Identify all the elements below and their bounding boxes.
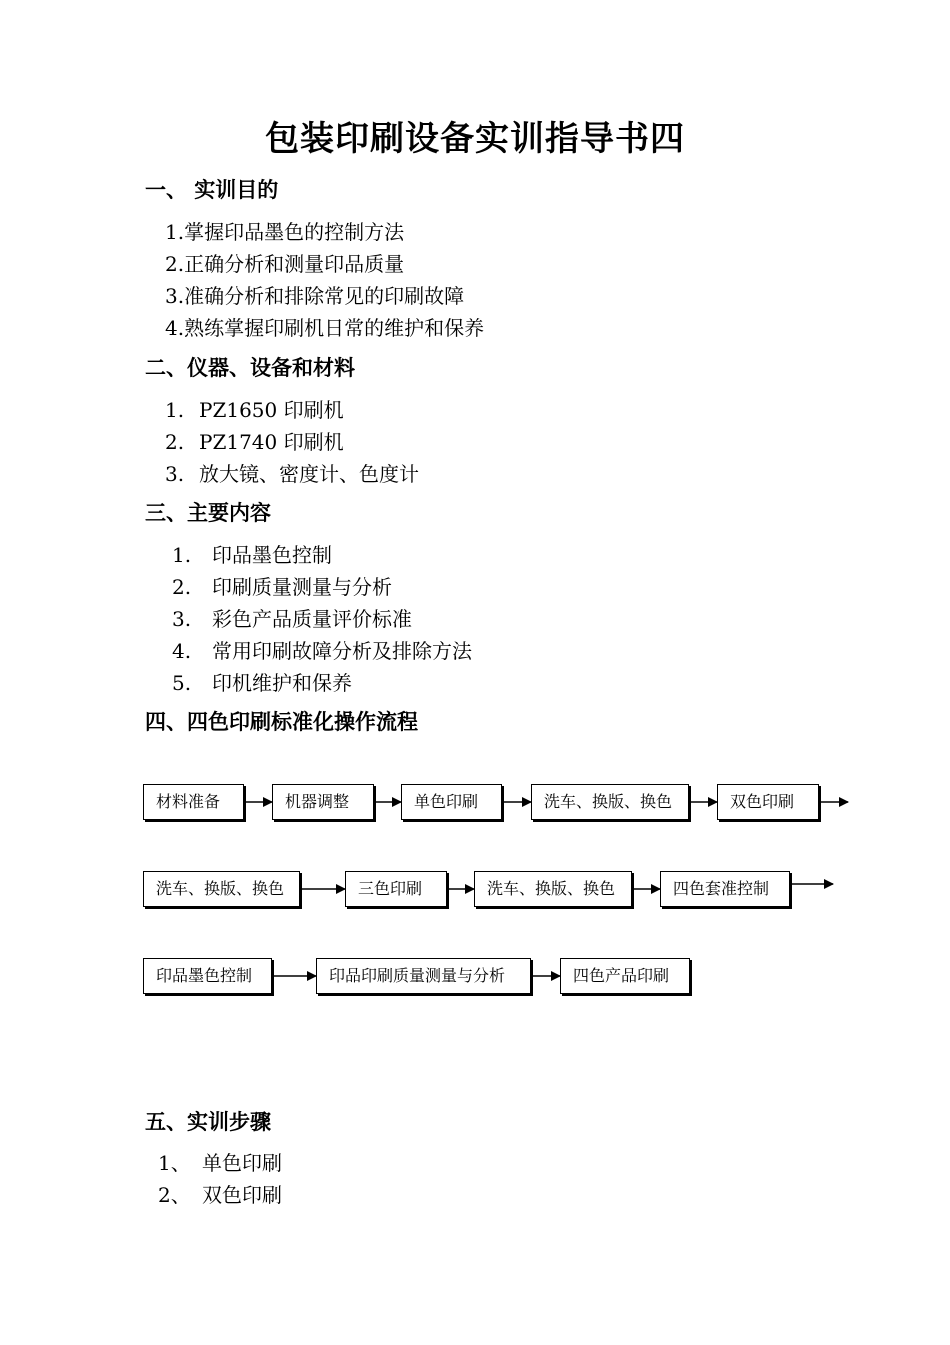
list-item: 2、 双色印刷 — [158, 1183, 282, 1207]
flow-step-registration: 四色套准控制 — [660, 871, 790, 907]
section-1-heading: 一、 实训目的 — [145, 178, 279, 202]
list-item: 5. 印机维护和保养 — [172, 671, 352, 695]
list-item: 1. PZ1650 印刷机 — [165, 398, 344, 422]
list-item: 4.熟练掌握印刷机日常的维护和保养 — [165, 316, 485, 340]
list-item: 1. 印品墨色控制 — [172, 543, 332, 567]
list-item: 2. PZ1740 印刷机 — [165, 430, 344, 454]
list-item: 3. 放大镜、密度计、色度计 — [165, 462, 419, 486]
section-5-heading: 五、实训步骤 — [145, 1110, 271, 1134]
list-item: 4. 常用印刷故障分析及排除方法 — [172, 639, 472, 663]
list-item: 3.准确分析和排除常见的印刷故障 — [165, 284, 465, 308]
flow-step-ink-control: 印品墨色控制 — [143, 958, 272, 994]
section-3-heading: 三、主要内容 — [145, 501, 271, 525]
flow-step-quality-measure: 印品印刷质量测量与分析 — [316, 958, 531, 994]
list-item: 2. 印刷质量测量与分析 — [172, 575, 392, 599]
flow-step-material-prep: 材料准备 — [143, 784, 244, 820]
document-title: 包装印刷设备实训指导书四 — [265, 119, 685, 159]
list-item: 3. 彩色产品质量评价标准 — [172, 607, 412, 631]
flow-step-two-color: 双色印刷 — [717, 784, 819, 820]
flow-step-three-color: 三色印刷 — [345, 871, 447, 907]
flow-step-wash-change: 洗车、换版、换色 — [474, 871, 632, 907]
flow-step-four-color-print: 四色产品印刷 — [560, 958, 690, 994]
flow-step-machine-adjust: 机器调整 — [272, 784, 374, 820]
flow-step-wash-change: 洗车、换版、换色 — [531, 784, 689, 820]
flow-step-wash-change: 洗车、换版、换色 — [143, 871, 300, 907]
list-item: 2.正确分析和测量印品质量 — [165, 252, 405, 276]
section-2-heading: 二、仪器、设备和材料 — [145, 356, 355, 380]
flow-step-single-color: 单色印刷 — [401, 784, 502, 820]
list-item: 1、 单色印刷 — [158, 1151, 282, 1175]
section-4-heading: 四、四色印刷标准化操作流程 — [145, 710, 418, 734]
list-item: 1.掌握印品墨色的控制方法 — [165, 220, 405, 244]
